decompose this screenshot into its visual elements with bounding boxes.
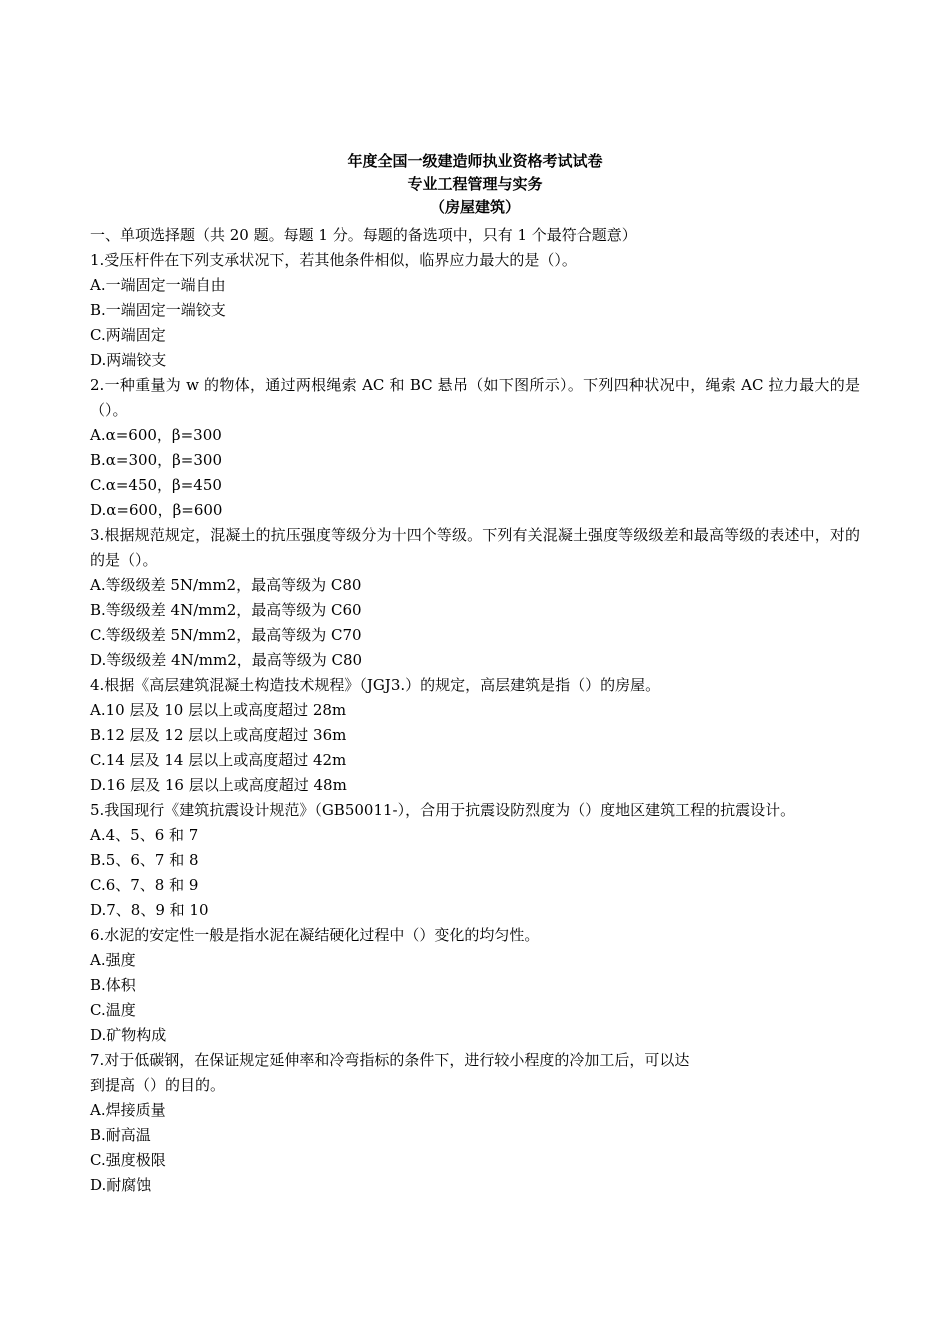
option-a: A.10 层及 10 层以上或高度超过 28m: [90, 701, 347, 719]
question-stem: 6.水泥的安定性一般是指水泥在凝结硬化过程中（）变化的均匀性。: [90, 926, 540, 944]
question-stem: 4.根据《高层建筑混凝土构造技术规程》（JGJ3.）的规定，高层建筑是指（）的房屋。: [90, 676, 661, 694]
question-4: [90, 673, 860, 798]
option-b: B.一端固定一端铰支: [90, 301, 226, 319]
option-a: A.强度: [90, 951, 136, 969]
question-stem: 3.根据规范规定，混凝土的抗压强度等级分为十四个等级。下列有关混凝土强度等级级差和最高等级的表述中，对的的是（）。: [90, 526, 860, 569]
option-c: C.6、7、8 和 9: [90, 876, 199, 894]
exam-title: 年度全国一级建造师执业资格考试试卷: [347, 152, 603, 170]
option-d: D.16 层及 16 层以上或高度超过 48m: [90, 776, 347, 794]
option-c: C.两端固定: [90, 326, 166, 344]
option-b: B.耐高温: [90, 1126, 151, 1144]
question-6: [90, 923, 860, 1048]
option-d: D.等级级差 4N/mm2，最高等级为 C80: [90, 651, 363, 669]
option-c: C.强度极限: [90, 1151, 166, 1169]
option-b: B.等级级差 4N/mm2，最高等级为 C60: [90, 601, 362, 619]
option-a: A.α=600，β=300: [90, 426, 222, 444]
option-a: A.一端固定一端自由: [90, 276, 226, 294]
option-d: D.矿物构成: [90, 1026, 167, 1044]
question-stem: 1.受压杆件在下列支承状况下，若其他条件相似，临界应力最大的是（）。: [90, 251, 577, 269]
option-a: A.等级级差 5N/mm2，最高等级为 C80: [90, 576, 362, 594]
option-d: D.耐腐蚀: [90, 1176, 152, 1194]
question-stem-line-1: 7.对于低碳钢，在保证规定延伸率和冷弯指标的条件下，进行较小程度的冷加工后，可以达: [90, 1051, 690, 1069]
option-c: C.14 层及 14 层以上或高度超过 42m: [90, 751, 347, 769]
exam-body: [90, 223, 860, 1198]
option-c: C.温度: [90, 1001, 136, 1019]
exam-header: [0, 150, 950, 219]
question-stem-line-2: 到提高（）的目的。: [90, 1076, 226, 1094]
option-b: B.体积: [90, 976, 136, 994]
option-c: C.α=450，β=450: [90, 476, 222, 494]
question-7: [90, 1048, 860, 1198]
option-b: B.5、6、7 和 8: [90, 851, 199, 869]
exam-subtitle: 专业工程管理与实务: [407, 175, 543, 193]
option-d: D.两端铰支: [90, 351, 167, 369]
exam-category: （房屋建筑）: [429, 198, 520, 216]
option-c: C.等级级差 5N/mm2，最高等级为 C70: [90, 626, 362, 644]
section-heading: 一、单项选择题（共 20 题。每题 1 分。每题的备选项中，只有 1 个最符合题意）: [90, 226, 637, 244]
option-b: B.12 层及 12 层以上或高度超过 36m: [90, 726, 347, 744]
option-b: B.α=300，β=300: [90, 451, 222, 469]
option-a: A.4、5、6 和 7: [90, 826, 199, 844]
question-3: [90, 523, 860, 673]
option-d: D.7、8、9 和 10: [90, 901, 209, 919]
question-stem: 5.我国现行《建筑抗震设计规范》（GB50011-），合用于抗震设防烈度为（）度地区建筑工程的抗震设计。: [90, 801, 796, 819]
question-5: [90, 798, 860, 923]
option-a: A.焊接质量: [90, 1101, 166, 1119]
question-stem: 2.一种重量为 w 的物体，通过两根绳索 AC 和 BC 悬吊（如下图所示）。下列四种状况中，绳索 AC 拉力最大的是（）。: [90, 376, 860, 419]
option-d: D.α=600，β=600: [90, 501, 223, 519]
question-1: [90, 248, 860, 373]
question-2: [90, 373, 860, 523]
